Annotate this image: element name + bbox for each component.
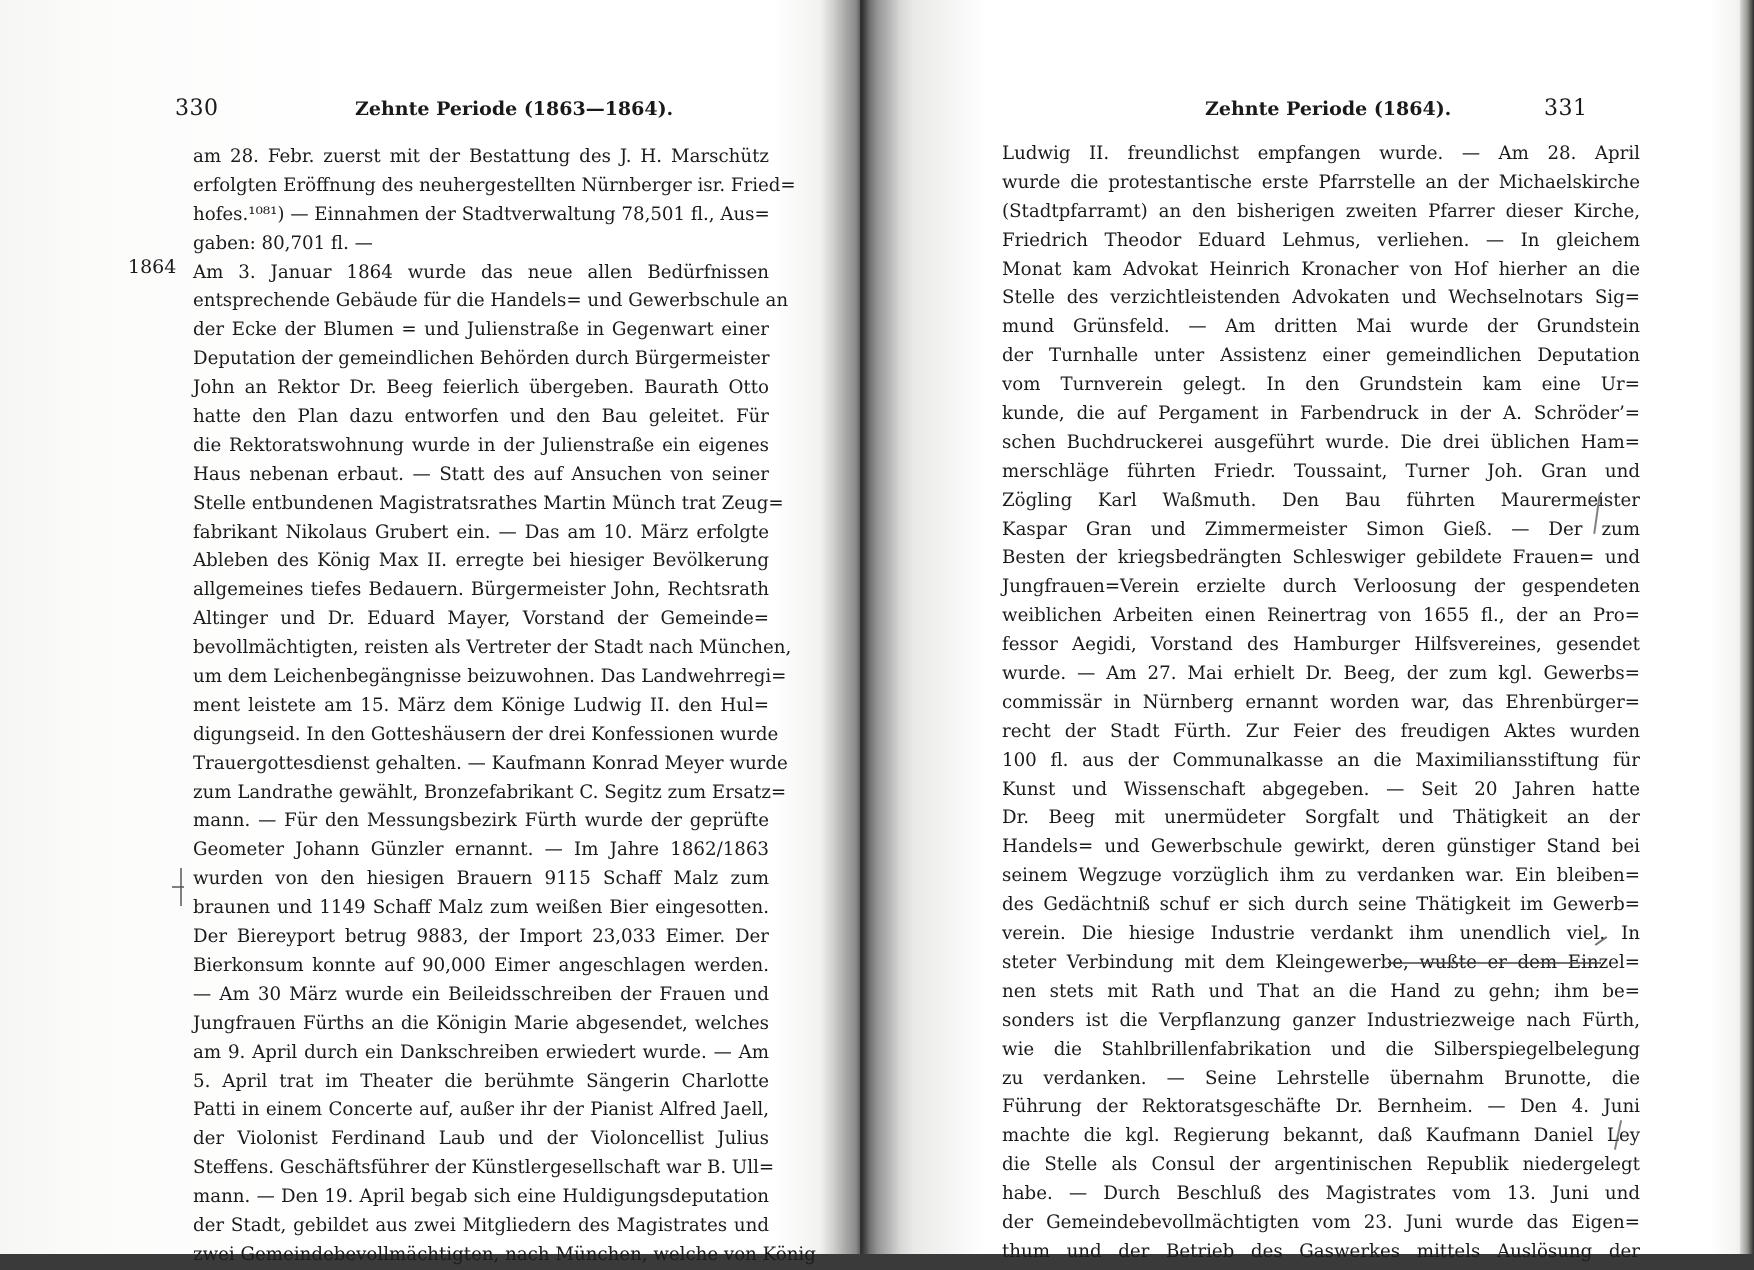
text-line: die Rektoratswohnung wurde in der Julienstraße ein eigenes xyxy=(193,434,769,456)
text-line: der Ecke der Blumen = und Julienstraße in Gegenwart einer xyxy=(193,319,769,341)
pencil-underline xyxy=(1388,962,1601,964)
page-number: 330 xyxy=(175,96,219,121)
text-line: Besten der kriegsbedrängten Schleswiger gebildete Frauen= und xyxy=(1002,547,1640,569)
text-line: — Am 30 März wurde ein Beileidsschreiben der Frauen und xyxy=(193,983,769,1005)
left-page xyxy=(0,0,860,1265)
text-line: Stelle des verzichtleistenden Advokaten und Wechselnotars Sig= xyxy=(1002,287,1640,309)
text-line: Haus nebenan erbaut. — Statt des auf Ansuchen von seiner xyxy=(193,463,769,485)
text-line: seinem Wegzuge vorzüglich ihm zu verdanken war. Ein bleiben= xyxy=(1002,865,1640,887)
text-line: merschläge führten Friedr. Toussaint, Turner Joh. Gran und xyxy=(1002,460,1640,482)
text-line: zum Landrathe gewählt, Bronzefabrikant C. Segitz zum Ersatz= xyxy=(193,781,787,803)
text-line: verein. Die hiesige Industrie verdankt ihm unendlich viel. In xyxy=(1002,923,1640,945)
text-line: entsprechende Gebäude für die Handels= und Gewerbschule an xyxy=(193,290,789,312)
text-line: Stelle entbundenen Magistratsrathes Martin Münch trat Zeug= xyxy=(193,492,784,514)
margin-year: 1864 xyxy=(128,256,177,278)
text-line: hatte den Plan dazu entworfen und den Bau geleitet. Für xyxy=(193,406,769,428)
text-line: Handels= und Gewerbschule gewirkt, deren günstiger Stand bei xyxy=(1002,836,1640,858)
right-page-header xyxy=(860,96,1754,130)
text-line: hofes.¹⁰⁸¹) — Einnahmen der Stadtverwaltung 78,501 fl., Aus= xyxy=(193,203,770,225)
text-line: fessor Aegidi, Vorstand des Hamburger Hilfsvereines, gesendet xyxy=(1002,634,1640,656)
text-line: weiblichen Arbeiten einen Reinertrag von 1655 fl., der an Pro= xyxy=(1002,605,1640,627)
text-line: Patti in einem Concerte auf, außer ihr der Pianist Alfred Jaell, xyxy=(193,1099,769,1121)
text-line: wurde die protestantische erste Pfarrstelle an der Michaelskirche xyxy=(1002,171,1640,193)
text-line: fabrikant Nikolaus Grubert ein. — Das am 10. März erfolgte xyxy=(193,521,769,543)
text-line: nen stets mit Rath und That an die Hand zu gehn; ihm be= xyxy=(1002,980,1640,1002)
text-line: wurde. — Am 27. Mai erhielt Dr. Beeg, der zum kgl. Gewerbs= xyxy=(1002,663,1640,685)
right-page xyxy=(860,0,1754,1262)
text-line: Kunst und Wissenschaft abgegeben. — Seit 20 Jahren hatte xyxy=(1002,778,1640,800)
text-line: zwei Gemeindebevollmächtigten, nach München, welche von König xyxy=(193,1243,816,1265)
text-line: Am 3. Januar 1864 wurde das neue allen Bedürfnissen xyxy=(193,261,769,283)
text-line: thum und der Betrieb des Gaswerkes mittels Auslösung der xyxy=(1002,1240,1640,1262)
text-line: digungseid. In den Gotteshäusern der drei Konfessionen wurde xyxy=(193,723,779,745)
page-edge xyxy=(1740,0,1754,1254)
text-line: wurden von den hiesigen Brauern 9115 Schaff Malz zum xyxy=(193,868,769,890)
text-line: wie die Stahlbrillenfabrikation und die Silberspiegelbelegung xyxy=(1002,1038,1640,1060)
text-line: Deputation der gemeindlichen Behörden durch Bürgermeister xyxy=(193,348,770,370)
text-line: gaben: 80,701 fl. — xyxy=(193,232,373,254)
text-line: machte die kgl. Regierung bekannt, daß Kaufmann Daniel Ley xyxy=(1002,1125,1640,1147)
left-page-header xyxy=(0,96,860,130)
text-line: schen Buchdruckerei ausgeführt wurde. Die drei üblichen Ham= xyxy=(1002,431,1640,453)
text-line: Friedrich Theodor Eduard Lehmus, verliehen. — In gleichem xyxy=(1002,229,1640,251)
text-line: Monat kam Advokat Heinrich Kronacher von Hof hierher an die xyxy=(1002,258,1640,280)
text-line: ment leistete am 15. März dem Könige Ludwig II. den Hul= xyxy=(193,694,769,716)
text-line: sonders ist die Verpflanzung ganzer Industriezweige nach Fürth, xyxy=(1002,1009,1640,1031)
text-line: zu verdanken. — Seine Lehrstelle übernahm Brunotte, die xyxy=(1002,1067,1640,1089)
text-line: 100 fl. aus der Communalkasse an die Maximiliansstiftung für xyxy=(1002,749,1640,771)
text-line: Zögling Karl Waßmuth. Den Bau führten Maurermeister xyxy=(1002,489,1640,511)
text-line: braunen und 1149 Schaff Malz zum weißen Bier eingesotten. xyxy=(193,897,769,919)
text-line: mund Grünsfeld. — Am dritten Mai wurde der Grundstein xyxy=(1002,316,1640,338)
text-line: der Stadt, gebildet aus zwei Mitgliedern des Magistrates und xyxy=(193,1214,769,1236)
text-line: 5. April trat im Theater die berühmte Sängerin Charlotte xyxy=(193,1070,769,1092)
gutter-shadow xyxy=(820,0,900,1254)
text-line: Kaspar Gran und Zimmermeister Simon Gieß. — Der zum xyxy=(1002,518,1640,540)
text-line: vom Turnverein gelegt. In den Grundstein kam eine Ur= xyxy=(1002,374,1640,396)
text-line: erfolgten Eröffnung des neuhergestellten Nürnberger isr. Fried= xyxy=(193,174,796,196)
text-line: Ableben des König Max II. erregte bei hiesiger Bevölkerung xyxy=(193,550,769,572)
text-line: recht der Stadt Fürth. Zur Feier des freudigen Aktes wurden xyxy=(1002,720,1640,742)
text-line: John an Rektor Dr. Beeg feierlich übergeben. Baurath Otto xyxy=(193,377,769,399)
text-line: Der Biereyport betrug 9883, der Import 23,033 Eimer. Der xyxy=(193,926,769,948)
text-line: steter Verbindung mit dem Kleingewerbe, wußte er dem Einzel= xyxy=(1002,951,1640,973)
text-line: Ludwig II. freundlichst empfangen wurde. — Am 28. April xyxy=(1002,143,1640,164)
text-line: des Gedächtniß schuf er sich durch seine Thätigkeit im Gewerb= xyxy=(1002,894,1640,916)
text-line: bevollmächtigten, reisten als Vertreter der Stadt nach München, xyxy=(193,637,792,659)
left-page-text xyxy=(193,143,816,1270)
text-line: (Stadtpfarramt) an den bisherigen zweiten Pfarrer dieser Kirche, xyxy=(1002,200,1640,222)
pencil-tick-mark xyxy=(172,886,184,888)
text-line: um dem Leichenbegängnisse beizuwohnen. Das Landwehrregi= xyxy=(193,666,787,688)
text-line: Jungfrauen Fürths an die Königin Marie abgesendet, welches xyxy=(193,1012,769,1034)
text-line: Steffens. Geschäftsführer der Künstlergesellschaft war B. Ull= xyxy=(193,1157,775,1179)
text-line: die Stelle als Consul der argentinischen Republik niedergelegt xyxy=(1002,1154,1640,1176)
text-line: habe. — Durch Beschluß des Magistrates vom 13. Juni und xyxy=(1002,1183,1640,1205)
text-line: mann. — Für den Messungsbezirk Fürth wurde der geprüfte xyxy=(193,810,769,832)
text-line: mann. — Den 19. April begab sich eine Huldigungsdeputation xyxy=(193,1186,769,1208)
text-line: Altinger und Dr. Eduard Mayer, Vorstand der Gemeinde= xyxy=(193,608,769,630)
text-line: allgemeines tiefes Bedauern. Bürgermeister John, Rechtsrath xyxy=(193,579,769,601)
right-page-text xyxy=(1002,140,1640,1267)
text-line: Dr. Beeg mit unermüdeter Sorgfalt und Thätigkeit an der xyxy=(1002,807,1640,829)
running-head: Zehnte Periode (1864). xyxy=(1205,98,1452,120)
text-line: commissär in Nürnberg ernannt worden war, das Ehrenbürger= xyxy=(1002,691,1640,713)
text-line: am 28. Febr. zuerst mit der Bestattung des J. H. Marschütz xyxy=(193,146,769,167)
text-line: Führung der Rektoratsgeschäfte Dr. Bernheim. — Den 4. Juni xyxy=(1002,1096,1640,1118)
text-line: Bierkonsum konnte auf 90,000 Eimer angeschlagen werden. xyxy=(193,954,769,976)
text-line: Trauergottesdienst gehalten. — Kaufmann Konrad Meyer wurde xyxy=(193,752,788,774)
text-line: kunde, die auf Pergament in Farbendruck in der A. Schröder’= xyxy=(1002,403,1640,425)
text-line: der Violonist Ferdinand Laub und der Violoncellist Julius xyxy=(193,1128,769,1150)
text-line: Jungfrauen=Verein erzielte durch Verloosung der gespendeten xyxy=(1002,576,1640,598)
text-line: der Gemeindebevollmächtigten vom 23. Juni wurde das Eigen= xyxy=(1002,1211,1640,1233)
text-line: der Turnhalle unter Assistenz einer gemeindlichen Deputation xyxy=(1002,345,1640,367)
text-line: am 9. April durch ein Dankschreiben erwiedert wurde. — Am xyxy=(193,1041,769,1063)
page-number: 331 xyxy=(1544,96,1588,121)
text-line: Geometer Johann Günzler ernannt. — Im Jahre 1862/1863 xyxy=(193,839,769,861)
running-head: Zehnte Periode (1863—1864). xyxy=(355,98,674,120)
